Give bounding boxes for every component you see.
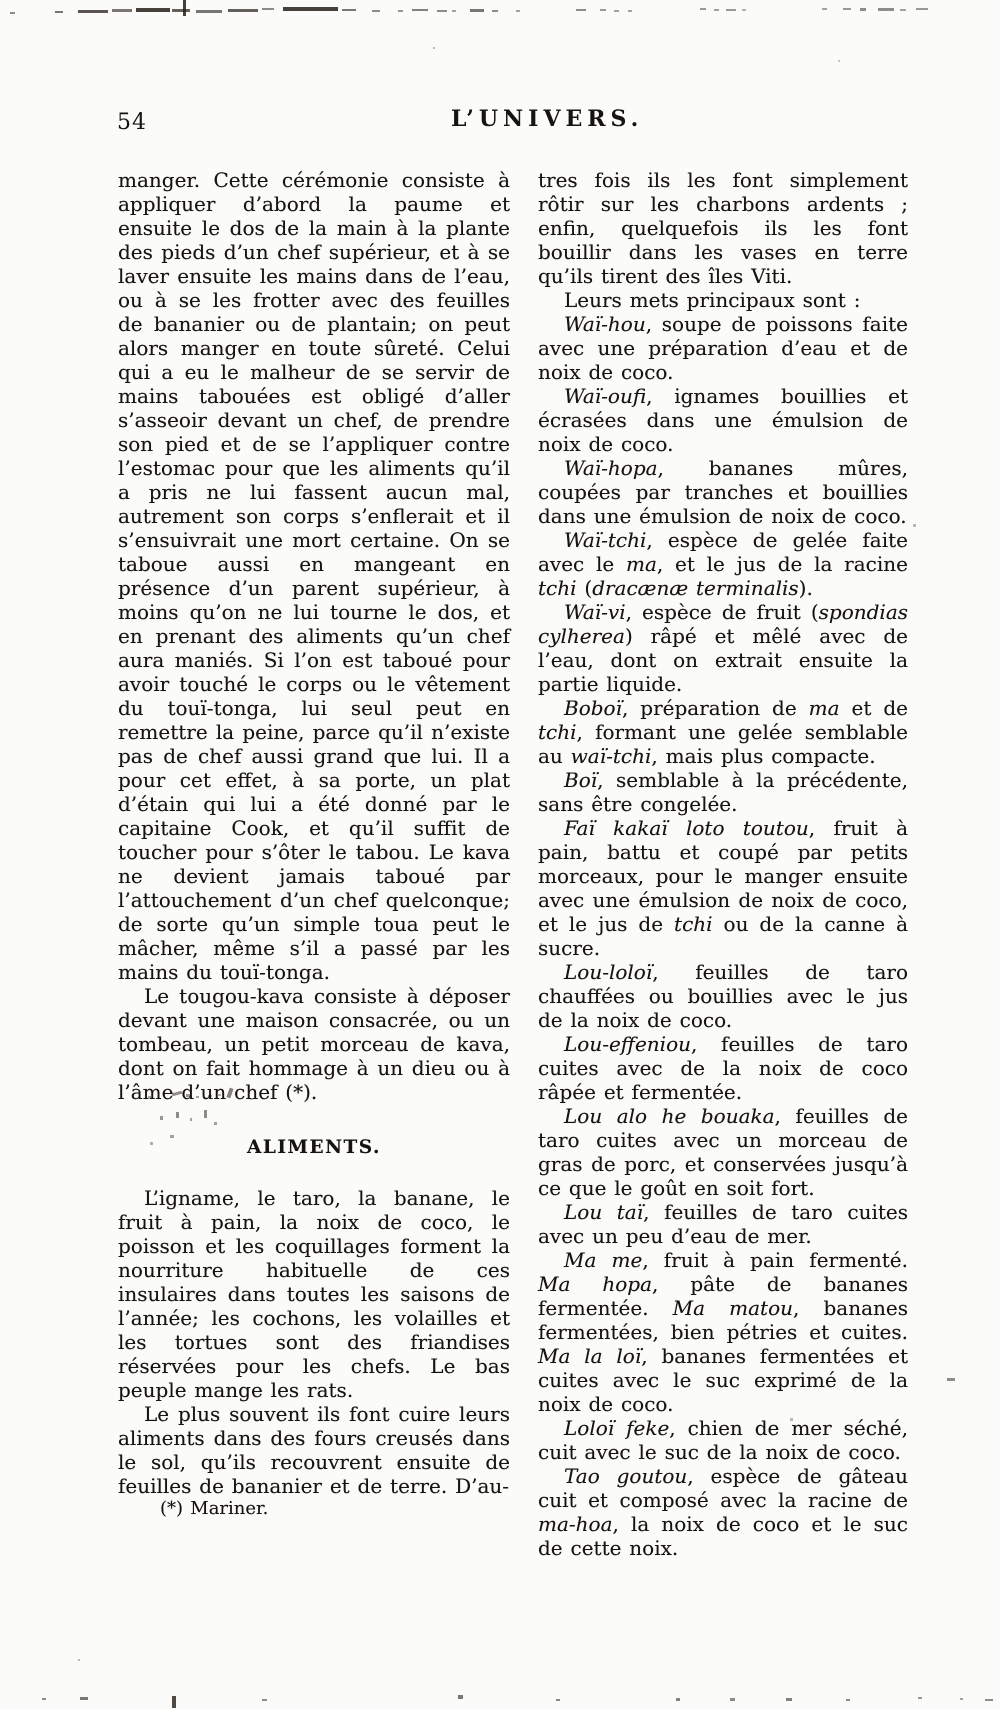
- scan-speck: [42, 1698, 46, 1700]
- paragraph: Le plus souvent ils font cuire leurs aliments dans des fours creusés dans le sol, qu’ils recouvrent ensuite de feuilles de bananier et de terre. D’au-: [118, 1402, 510, 1498]
- scan-speck: [262, 1699, 267, 1701]
- dish-entry: Boboï, préparation de ma et de tchi, formant une gelée semblable au waï-tchi, mais plus compacte.: [538, 696, 908, 768]
- scan-speck: [913, 524, 916, 527]
- scan-speck: [742, 9, 746, 11]
- dish-entry: Waï-oufi, ignames bouillies et écrasées dans une émulsion de noix de coco.: [538, 384, 908, 456]
- scan-speck: [437, 10, 447, 12]
- scan-speck: [196, 10, 222, 13]
- scan-speck: [55, 11, 63, 13]
- scan-speck: [900, 9, 906, 11]
- dish-entry: Lou-effeniou, feuilles de taro cuites avec de la noix de coco râpée et fermentée.: [538, 1032, 908, 1104]
- scan-speck: [172, 1696, 176, 1708]
- scan-speck: [918, 1697, 922, 1699]
- scan-speck: [614, 10, 619, 12]
- scan-speck: [470, 9, 484, 12]
- scan-speck: [433, 47, 435, 49]
- scan-speck: [342, 9, 356, 11]
- footnote: (*) Mariner.: [160, 1498, 269, 1519]
- scan-speck: [80, 1697, 88, 1700]
- scan-speck: [183, 0, 186, 16]
- scan-speck: [714, 9, 719, 11]
- scan-speck: [112, 9, 132, 12]
- dish-entry: Ma me, fruit à pain fermenté. Ma hopa, pâte de bananes fermentée. Ma matou, bananes fermentées, bien pétries et cuites. Ma la loï, bananes fermentées et cuites avec le suc exprimé de la noix de coco.: [538, 1248, 909, 1416]
- dish-entry: Boï, semblable à la précédente, sans être congelée.: [538, 768, 908, 816]
- dish-entry: Loloï feke, chien de mer séché, cuit avec le suc de la noix de coco.: [538, 1416, 908, 1464]
- scan-speck: [78, 1659, 80, 1661]
- scan-speck: [10, 12, 15, 14]
- scan-speck: [822, 8, 827, 10]
- scan-speck: [730, 1698, 735, 1701]
- dish-entry: Lou taï, feuilles de taro cuites avec un peu d’eau de mer.: [538, 1200, 909, 1248]
- right-column: [538, 168, 908, 1560]
- paragraph: tres fois ils les font simplement rôtir sur les charbons ardents ; enfin, quelquefois ils les font bouillir dans les vases en terre qu’ils tirent des îles Viti.: [538, 168, 908, 288]
- scan-speck: [600, 9, 606, 11]
- scan-speck: [412, 9, 428, 11]
- scan-speck: [838, 60, 840, 62]
- dish-entry: Waï-vi, espèce de fruit (spondias cylherea) râpé et mêlé avec de l’eau, dont on extrait ensuite la partie liquide.: [538, 600, 908, 696]
- scan-speck: [228, 9, 258, 12]
- scan-speck: [458, 1695, 463, 1699]
- scan-speck: [676, 1698, 680, 1701]
- scan-speck: [283, 7, 338, 11]
- scan-speck: [860, 8, 866, 11]
- scan-speck: [960, 1698, 963, 1700]
- page-number: 54: [117, 110, 147, 135]
- left-column: [118, 168, 510, 1520]
- scan-speck: [262, 8, 274, 10]
- scan-speck: [136, 8, 170, 12]
- scan-speck: [576, 9, 586, 11]
- scan-speck: [516, 10, 520, 12]
- scan-speck: [452, 10, 456, 12]
- scan-speck: [846, 1699, 850, 1701]
- scan-speck: [985, 1699, 993, 1701]
- paragraph: Le tougou-kava consiste à déposer devant une maison consacrée, ou un tombeau, un petit morceau de kava, dont on fait hommage à un dieu ou à l’âme d’un chef (*).: [118, 984, 510, 1104]
- scan-speck: [726, 9, 736, 11]
- scan-speck: [843, 8, 851, 10]
- scan-speck: [78, 10, 108, 13]
- scan-speck: [947, 1378, 955, 1381]
- scan-speck: [398, 10, 403, 12]
- scan-speck: [786, 1698, 792, 1701]
- scan-speck: [492, 10, 498, 12]
- dish-entry: Waï-hopa, bananes mûres, coupées par tranches et bouillies dans une émulsion de noix de coco.: [538, 456, 908, 528]
- scan-speck: [172, 9, 190, 12]
- dish-entry: Lou-loloï, feuilles de taro chauffées ou bouillies avec le jus de la noix de coco.: [538, 960, 908, 1032]
- dish-entry: Faï kakaï loto toutou, fruit à pain, battu et coupé par petits morceaux, pour le manger ensuite avec une émulsion de noix de coco, et le jus de tchi ou de la canne à sucre.: [538, 816, 908, 960]
- paragraph: manger. Cette cérémonie consiste à appliquer d’abord la paume et ensuite le dos de la main à la plante des pieds d’un chef supérieur, et à se laver ensuite les mains dans de l’eau, ou à se les frotter avec des feuilles de bananier ou de plantain; on peut alors manger en toute sûreté. Celui qui a eu le malheur de se servir de mains tabouées est obligé d’aller s’asseoir devant un chef, de prendre son pied et de se l’appliquer contre l’estomac pour que les aliments qu’il a pris ne lui fassent aucun mal, autrement son corps s’enflerait et il s’ensuivrait une mort certaine. On se taboue aussi en mangeant en présence d’un parent supérieur, à moins qu’on ne lui tourne le dos, et en prenant des aliments qu’un chef aura maniés. Si l’on est taboué pour avoir touché le corps ou le vêtement du touï-tonga, lui seul peut en remettre la peine, parce qu’il n’existe pas de chef aussi grand que lui. Il a pour cet effet, à sa porte, un plat d’étain qui lui a été donné par le capitaine Cook, et qu’il suffit de toucher pour s’ôter le tabou. Le kava ne devient jamais taboué par l’attouchement d’un chef quelconque; de sorte qu’un simple toua peut le mâcher, même s’il a passé par les mains du touï-tonga.: [118, 168, 510, 984]
- dish-entry: Waï-hou, soupe de poissons faite avec une préparation d’eau et de noix de coco.: [538, 312, 908, 384]
- paragraph: L’igname, le taro, la banane, le fruit à pain, la noix de coco, le poisson et les coquillages forment la nourriture habituelle de ces insulaires dans toutes les saisons de l’année; les cochons, les volailles et les tortues sont des friandises réservées pour les chefs. Le bas peuple mange les rats.: [118, 1186, 510, 1402]
- running-title: L’UNIVERS.: [451, 106, 644, 132]
- scan-speck: [628, 10, 632, 12]
- dish-entry: Lou alo he bouaka, feuilles de taro cuites avec un morceau de gras de porc, et conservées jusqu’à ce que le goût en soit fort.: [538, 1104, 908, 1200]
- section-heading: ALIMENTS.: [247, 1137, 381, 1158]
- scan-speck: [556, 1699, 560, 1701]
- scan-speck: [916, 8, 928, 10]
- scan-speck: [700, 8, 706, 10]
- dish-entry: Tao goutou, espèce de gâteau cuit et composé avec la racine de ma-hoa, la noix de coco et le suc de cette noix.: [538, 1464, 908, 1560]
- scan-speck: [372, 10, 380, 12]
- scan-speck: [878, 8, 894, 11]
- paragraph: Leurs mets principaux sont :: [564, 288, 861, 312]
- dish-entry: Waï-tchi, espèce de gelée faite avec le ma, et le jus de la racine tchi (dracænæ terminalis).: [538, 528, 908, 600]
